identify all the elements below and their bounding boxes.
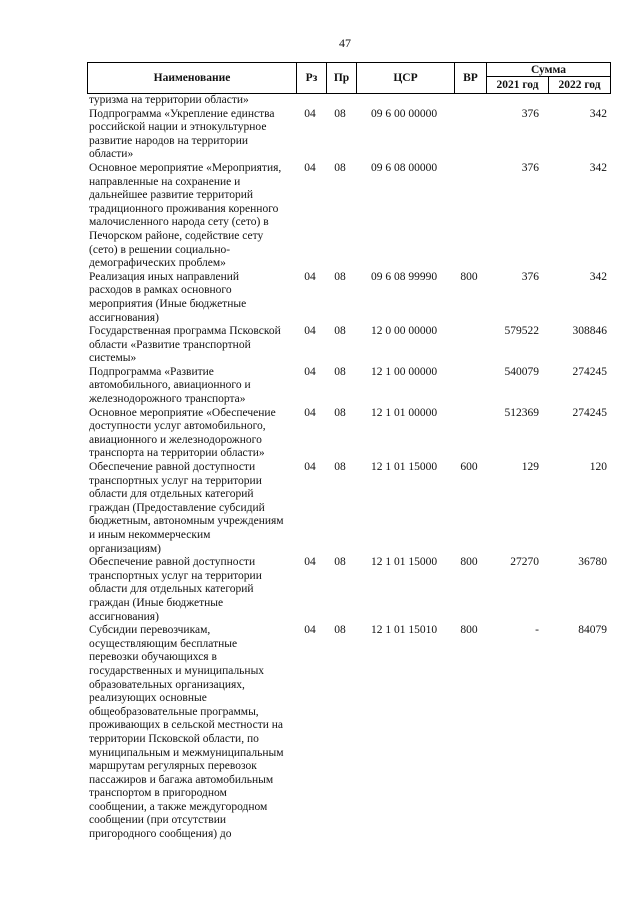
row-csr: 09 6 08 99990 [370, 270, 438, 283]
row-sum-2022: 120 [589, 461, 607, 474]
row-name: Подпрограмма «Укрепление единства российской нации и этнокультурное развитие народов на территории области» [89, 107, 275, 161]
row-sum-2022: 36780 [578, 556, 607, 569]
row-pr: 08 [334, 161, 346, 174]
header-name: Наименование [153, 72, 231, 84]
row-sum-2022: 84079 [578, 624, 607, 637]
row-name: Обеспечение равной доступности транспортных услуг на территории области для отдельных категорий граждан (Предоставление субсидий бюджетным, автономным учреждениям и иным некоммерческим организациям) [89, 461, 284, 555]
table-row [87, 325, 611, 366]
table-row [87, 461, 611, 556]
row-csr: 09 6 08 00000 [370, 161, 438, 174]
row-name: Обеспечение равной доступности транспортных услуг на территории области для отдельных категорий граждан (Иные бюджетные ассигнования) [89, 556, 262, 623]
row-csr: 12 1 00 00000 [370, 365, 438, 378]
table-body [87, 94, 611, 842]
row-rz: 04 [304, 365, 316, 378]
row-vr: 600 [460, 461, 478, 474]
row-rz: 04 [304, 270, 316, 283]
row-csr: 12 0 00 00000 [370, 325, 438, 338]
row-sum-2021: - [535, 624, 539, 637]
header-year-2021: 2021 год [486, 77, 548, 93]
row-pr: 08 [334, 624, 346, 637]
table-row [87, 407, 611, 461]
row-sum-2021: 27270 [510, 556, 539, 569]
row-sum-2021: 376 [521, 270, 539, 283]
row-name: Субсидии перевозчикам, осуществляющим бесплатные перевозки обучающихся в государственных и муниципальных образовательных организациях, реализующих основные общеобразовательные программы, проживающих в сельской местности на территории Псковской области, по муниципальным и межмуниципальным маршрутам регулярных перевозок пассажиров и багажа автомобильным транспортом в пригородном сообщении, а также междугородном сообщении (при отсутствии пригородного сообщения) до [89, 624, 284, 841]
header-year-2022: 2022 год [548, 77, 610, 93]
table-row [87, 556, 611, 624]
row-pr: 08 [334, 365, 346, 378]
row-sum-2021: 376 [521, 161, 539, 174]
row-pr: 08 [334, 325, 346, 338]
row-pr: 08 [334, 107, 346, 120]
table-row [87, 624, 611, 842]
table-row [87, 271, 611, 325]
header-sum: Сумма [486, 63, 610, 77]
row-name: Подпрограмма «Развитие автомобильного, авиационного и железнодорожного транспорта» [89, 365, 251, 406]
row-sum-2022: 274245 [572, 365, 607, 378]
row-sum-2021: 129 [521, 461, 539, 474]
row-pr: 08 [334, 461, 346, 474]
row-csr: 12 1 01 15000 [370, 556, 438, 569]
row-rz: 04 [304, 107, 316, 120]
row-name: Основное мероприятие «Обеспечение доступности услуг автомобильного, авиационного и железнодорожного транспорта на территории области» [89, 406, 276, 460]
table-row [87, 366, 611, 407]
page-number: 47 [339, 36, 351, 50]
row-rz: 04 [304, 624, 316, 637]
row-sum-2021: 540079 [504, 365, 539, 378]
row-name: Основное мероприятие «Мероприятия, направленные на сохранение и дальнейшее развитие территорий традиционного проживания коренного малочисленного народа сету (сето) в Печорском районе, содействие сету (сето) в решении социально- демографических проблем» [89, 161, 282, 270]
row-sum-2022: 342 [589, 161, 607, 174]
row-sum-2021: 376 [521, 107, 539, 120]
row-rz: 04 [304, 556, 316, 569]
row-vr: 800 [460, 270, 478, 283]
row-sum-2021: 579522 [504, 325, 539, 338]
row-sum-2022: 342 [589, 270, 607, 283]
row-name: Реализация иных направлений расходов в рамках основного мероприятия (Иные бюджетные ассигнования) [89, 270, 247, 324]
row-rz: 04 [304, 406, 316, 419]
row-vr: 800 [460, 624, 478, 637]
row-sum-2021: 512369 [504, 406, 539, 419]
header-pr: Пр [326, 63, 356, 93]
row-csr: 12 1 01 00000 [370, 406, 438, 419]
header-rz: Рз [296, 63, 326, 93]
row-csr: 09 6 00 00000 [370, 107, 438, 120]
table-row [87, 108, 611, 162]
row-name: Государственная программа Псковской области «Развитие транспортной системы» [89, 325, 281, 365]
row-rz: 04 [304, 161, 316, 174]
row-rz: 04 [304, 461, 316, 474]
row-sum-2022: 274245 [572, 406, 607, 419]
row-pr: 08 [334, 270, 346, 283]
table-row [87, 94, 611, 108]
row-sum-2022: 342 [589, 107, 607, 120]
row-csr: 12 1 01 15000 [370, 461, 438, 474]
row-sum-2022: 308846 [572, 325, 607, 338]
row-csr: 12 1 01 15010 [370, 624, 438, 637]
header-vr: ВР [454, 63, 486, 93]
header-csr: ЦСР [356, 63, 454, 93]
row-vr: 800 [460, 556, 478, 569]
row-pr: 08 [334, 556, 346, 569]
table-header [87, 62, 611, 94]
row-rz: 04 [304, 325, 316, 338]
row-pr: 08 [334, 406, 346, 419]
row-name: туризма на территории области» [89, 94, 249, 106]
table-row [87, 162, 611, 271]
